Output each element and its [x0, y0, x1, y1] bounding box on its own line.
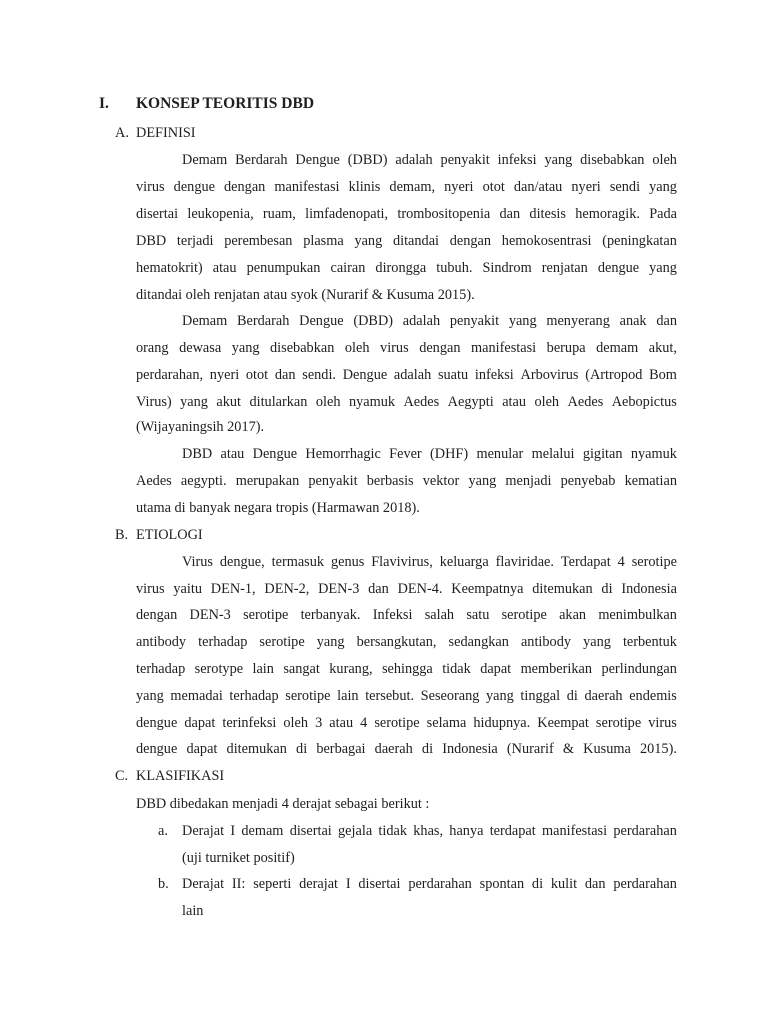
word: yang — [486, 688, 514, 704]
word: dan — [499, 206, 521, 222]
word: ditemukan — [532, 581, 593, 597]
word: terjadi — [176, 233, 214, 249]
word: dan — [584, 876, 606, 892]
word: perdarahan — [613, 823, 677, 839]
word: Virus — [182, 554, 213, 570]
word: manifestasi — [274, 179, 340, 195]
word: yang — [544, 152, 573, 168]
word: spontan — [479, 876, 525, 892]
word: ditularkan — [249, 394, 308, 410]
klasifikasi-intro: DBD dibedakan menjadi 4 derajat sebagai berikut : — [136, 796, 430, 812]
word: kurang, — [329, 661, 373, 677]
word: perdarahan, — [136, 367, 204, 383]
paragraph-line — [136, 635, 677, 649]
word: serotipe — [501, 607, 547, 623]
word: DEN-3 — [318, 581, 360, 597]
word: demam, — [389, 179, 436, 195]
list-marker-b: b. — [158, 876, 169, 892]
word: disertai — [358, 876, 401, 892]
paragraph-line: ditandai oleh renjatan atau syok (Nurarif & Kusuma 2015). — [136, 287, 475, 303]
word: Derajat — [182, 823, 225, 839]
word: yang — [316, 634, 345, 650]
word: dengan — [136, 607, 178, 623]
word: ditesis — [529, 206, 566, 222]
word: penyebab — [560, 473, 616, 489]
word: I — [230, 823, 236, 839]
word: oleh — [534, 394, 560, 410]
word: serotipe — [631, 554, 677, 570]
word: hemokosentrasi — [501, 233, 592, 249]
word: oleh — [315, 394, 341, 410]
word: di — [566, 688, 578, 704]
word: di — [601, 581, 613, 597]
section-title-definisi: DEFINISI — [136, 125, 196, 141]
word: derajat — [299, 876, 339, 892]
word: yang — [136, 688, 164, 704]
word: lain — [337, 688, 359, 704]
word: DEN-4. — [397, 581, 443, 597]
word: (peningkatan — [602, 233, 677, 249]
word: khas, — [413, 823, 444, 839]
paragraph-line — [136, 395, 677, 409]
word: menular — [476, 446, 524, 462]
word: terhadap — [198, 634, 248, 650]
word: akan — [559, 607, 587, 623]
word: dengue — [136, 715, 178, 731]
word: antibody — [136, 634, 187, 650]
word: berbagai — [316, 741, 366, 757]
word: Kusuma — [583, 741, 631, 757]
word: Hemorrhagic — [305, 446, 381, 462]
word: 2015). — [639, 741, 677, 757]
word: flaviridae. — [495, 554, 554, 570]
word: dapat — [184, 715, 216, 731]
list-item-line: (uji turniket positif) — [182, 850, 295, 866]
word: disebabkan — [580, 152, 645, 168]
paragraph-line — [136, 689, 677, 703]
word: Sindrom — [482, 260, 532, 276]
word: nyamuk — [630, 446, 677, 462]
word: leukopenia, — [187, 206, 254, 222]
word: infeksi — [474, 367, 514, 383]
word: serotipe — [285, 688, 331, 704]
list-item-line — [182, 877, 677, 891]
word: terhadap — [136, 661, 186, 677]
word: DEN-3 — [189, 607, 231, 623]
word: hemoragik. — [575, 206, 640, 222]
word: suatu — [437, 367, 469, 383]
word: satu — [466, 607, 490, 623]
word: nyeri — [209, 367, 240, 383]
word: seperti — [253, 876, 292, 892]
word: hematokrit) — [136, 260, 203, 276]
word: yang — [649, 260, 677, 276]
word: sendi. — [302, 367, 337, 383]
word: dengue, — [219, 554, 265, 570]
word: nyeri — [571, 179, 601, 195]
word: terdapat — [489, 823, 536, 839]
paragraph-line: utama di banyak negara tropis (Harmawan 2018). — [136, 500, 420, 516]
word: Berdarah — [237, 313, 290, 329]
word: di — [421, 741, 434, 757]
section-letter-b: B. — [115, 527, 129, 543]
word: disertai — [289, 823, 332, 839]
word: atau — [220, 446, 245, 462]
word: sendi — [609, 179, 641, 195]
word: keluarga — [439, 554, 489, 570]
word: Pada — [649, 206, 677, 222]
word: genus — [330, 554, 365, 570]
paragraph-line — [136, 608, 677, 622]
word: lain — [252, 661, 274, 677]
word: yang — [354, 233, 383, 249]
word: penumpukan — [246, 260, 321, 276]
word: yang — [583, 634, 611, 650]
word: hanya — [449, 823, 484, 839]
paragraph-line — [136, 234, 677, 248]
word: Virus) — [136, 394, 172, 410]
word: virus — [648, 715, 677, 731]
word: ditemukan — [226, 741, 287, 757]
word: 4 — [617, 554, 625, 570]
word: oleh — [283, 715, 309, 731]
word: nyeri — [444, 179, 474, 195]
paragraph-line — [136, 207, 677, 221]
word: atau — [502, 394, 526, 410]
word: dirongga — [375, 260, 427, 276]
word: dapat — [186, 741, 218, 757]
word: Bom — [649, 367, 677, 383]
word: demam — [241, 823, 284, 839]
word: adalah — [393, 367, 432, 383]
list-marker-a: a. — [158, 823, 168, 839]
paragraph-line — [136, 582, 677, 596]
word: Demam — [182, 313, 228, 329]
word: Aedes — [567, 394, 604, 410]
section-title-etiologi: ETIOLOGI — [136, 527, 203, 543]
word: (DBD) — [347, 152, 388, 168]
word: ruam, — [262, 206, 296, 222]
word: daerah — [584, 688, 623, 704]
paragraph-line — [136, 474, 677, 488]
section-letter-a: A. — [115, 125, 129, 141]
word: anak — [619, 313, 647, 329]
word: Infeksi — [372, 607, 413, 623]
word: orang — [136, 340, 169, 356]
word: Keempat — [537, 715, 589, 731]
word: tidak — [442, 661, 471, 677]
word: adalah — [395, 152, 433, 168]
word: di — [531, 876, 544, 892]
word: di — [296, 741, 308, 757]
word: berbasis — [366, 473, 414, 489]
word: gejala — [338, 823, 373, 839]
word: klinis — [348, 179, 381, 195]
word: memberikan — [520, 661, 593, 677]
word: aegypti. — [180, 473, 227, 489]
word: tidak — [378, 823, 408, 839]
word: virus — [380, 340, 409, 356]
word: Dengue — [299, 313, 344, 329]
word: DBD — [182, 446, 213, 462]
word: Demam — [182, 152, 228, 168]
paragraph-line — [136, 261, 677, 275]
word: dan/atau — [513, 179, 563, 195]
word: terinfeksi — [222, 715, 277, 731]
word: infeksi — [497, 152, 537, 168]
word: DBD — [136, 233, 167, 249]
word: oleh — [344, 340, 370, 356]
word: hidupnya. — [473, 715, 531, 731]
section-letter-c: C. — [115, 768, 129, 784]
word: Fever — [389, 446, 422, 462]
word: dengue — [597, 260, 640, 276]
word: limfadenopati, — [305, 206, 389, 222]
word: Seseorang — [420, 688, 480, 704]
word: dan — [368, 581, 389, 597]
word: DEN-1, — [210, 581, 256, 597]
word: yang — [508, 313, 537, 329]
word: dengan — [224, 179, 266, 195]
paragraph-line — [136, 716, 677, 730]
word: yang — [649, 179, 677, 195]
chapter-title: KONSEP TEORITIS DBD — [136, 95, 315, 112]
word: II: — [231, 876, 246, 892]
section-title-klasifikasi: KLASIFIKASI — [136, 768, 225, 784]
word: daerah — [374, 741, 413, 757]
paragraph-line — [136, 180, 677, 194]
word: otot — [245, 367, 269, 383]
word: menimbulkan — [598, 607, 677, 623]
word: dewasa — [179, 340, 222, 356]
word: yang — [180, 394, 208, 410]
word: serotipe — [243, 607, 289, 623]
word: renjatan — [541, 260, 588, 276]
word: (DBD) — [353, 313, 394, 329]
word: bersangkutan, — [356, 634, 437, 650]
word: melalui — [531, 446, 575, 462]
word: 3 — [315, 715, 323, 731]
paragraph-line — [136, 368, 677, 382]
word: disertai — [136, 206, 179, 222]
word: antibody — [520, 634, 571, 650]
word: terbanyak. — [300, 607, 361, 623]
word: merupakan — [235, 473, 300, 489]
word: dan — [274, 367, 296, 383]
word: memadai — [170, 688, 223, 704]
word: virus — [136, 179, 165, 195]
word: oleh — [652, 152, 677, 168]
word: Indonesia — [442, 741, 498, 757]
word: dengue — [173, 179, 215, 195]
word: serotype — [194, 661, 244, 677]
word: sedangkan — [448, 634, 509, 650]
word: gigitan — [582, 446, 623, 462]
word: perlindungan — [601, 661, 677, 677]
word: manifestasi — [471, 340, 537, 356]
word: otot — [482, 179, 505, 195]
word: manifestasi — [541, 823, 608, 839]
word: serotipe — [259, 634, 305, 650]
word: tubuh. — [436, 260, 473, 276]
word: dapat — [480, 661, 512, 677]
word: tinggal — [520, 688, 561, 704]
word: kematian — [624, 473, 677, 489]
word: Aedes — [403, 394, 440, 410]
word: disebabkan — [270, 340, 335, 356]
word: Arbovirus — [520, 367, 579, 383]
word: (Artropod — [585, 367, 643, 383]
word: dengue — [136, 741, 178, 757]
word: 4 — [360, 715, 368, 731]
word: atau — [329, 715, 354, 731]
word: Dengue — [252, 446, 298, 462]
word: DEN-2, — [264, 581, 310, 597]
word: terhadap — [229, 688, 279, 704]
word: serotipe — [374, 715, 420, 731]
word: Dengue — [342, 367, 388, 383]
word: berupa — [546, 340, 586, 356]
word: terbentuk — [622, 634, 677, 650]
word: trombositopenia — [397, 206, 491, 222]
word: endemis — [629, 688, 677, 704]
word: penyakit — [440, 152, 490, 168]
word: ditandai — [392, 233, 440, 249]
word: tersebut. — [365, 688, 415, 704]
word: adalah — [402, 313, 441, 329]
word: sangat — [283, 661, 320, 677]
word: serotipe — [595, 715, 642, 731]
word: salah — [424, 607, 455, 623]
word: yang — [231, 340, 260, 356]
word: yang — [468, 473, 497, 489]
paragraph-line — [136, 662, 677, 676]
word: termasuk — [271, 554, 325, 570]
word: Flavivirus, — [371, 554, 433, 570]
word: penyakit — [308, 473, 358, 489]
word: Aedes — [136, 473, 172, 489]
word: kulit — [550, 876, 578, 892]
word: atau — [212, 260, 237, 276]
word: sehingga — [381, 661, 433, 677]
list-item-line: lain — [182, 903, 204, 919]
paragraph-line — [136, 341, 677, 355]
word: cairan — [330, 260, 366, 276]
word: menyerang — [546, 313, 610, 329]
word: nyamuk — [348, 394, 396, 410]
word: Berdarah — [235, 152, 288, 168]
word: Terdapat — [560, 554, 611, 570]
word: perdarahan — [613, 876, 677, 892]
paragraph-line — [136, 742, 677, 756]
word: perembesan — [224, 233, 293, 249]
chapter-number: I. — [99, 95, 109, 112]
word: penyakit — [449, 313, 500, 329]
word: Dengue — [295, 152, 340, 168]
word: demam — [596, 340, 639, 356]
word: Aebopictus — [611, 394, 677, 410]
paragraph-line — [182, 447, 677, 461]
word: dengan — [449, 233, 492, 249]
word: akut, — [648, 340, 677, 356]
word: Aegypti — [447, 394, 494, 410]
list-item-line — [182, 824, 677, 838]
word: Derajat — [182, 876, 225, 892]
word: akut — [216, 394, 242, 410]
word: vektor — [422, 473, 460, 489]
word: Indonesia — [621, 581, 677, 597]
word: yaitu — [173, 581, 202, 597]
word: & — [562, 741, 575, 757]
word: perdarahan — [408, 876, 472, 892]
word: dengan — [419, 340, 461, 356]
word: (DHF) — [430, 446, 469, 462]
word: Keempatnya — [451, 581, 524, 597]
word: plasma — [303, 233, 344, 249]
word: I — [345, 876, 351, 892]
word: dan — [656, 313, 677, 329]
paragraph-line — [182, 555, 677, 569]
word: menjadi — [505, 473, 552, 489]
word: virus — [136, 581, 165, 597]
word: selama — [426, 715, 467, 731]
paragraph-line — [182, 314, 677, 328]
paragraph-line — [182, 153, 677, 167]
paragraph-line: (Wijayaningsih 2017). — [136, 419, 265, 435]
word: (Nurarif — [506, 741, 554, 757]
